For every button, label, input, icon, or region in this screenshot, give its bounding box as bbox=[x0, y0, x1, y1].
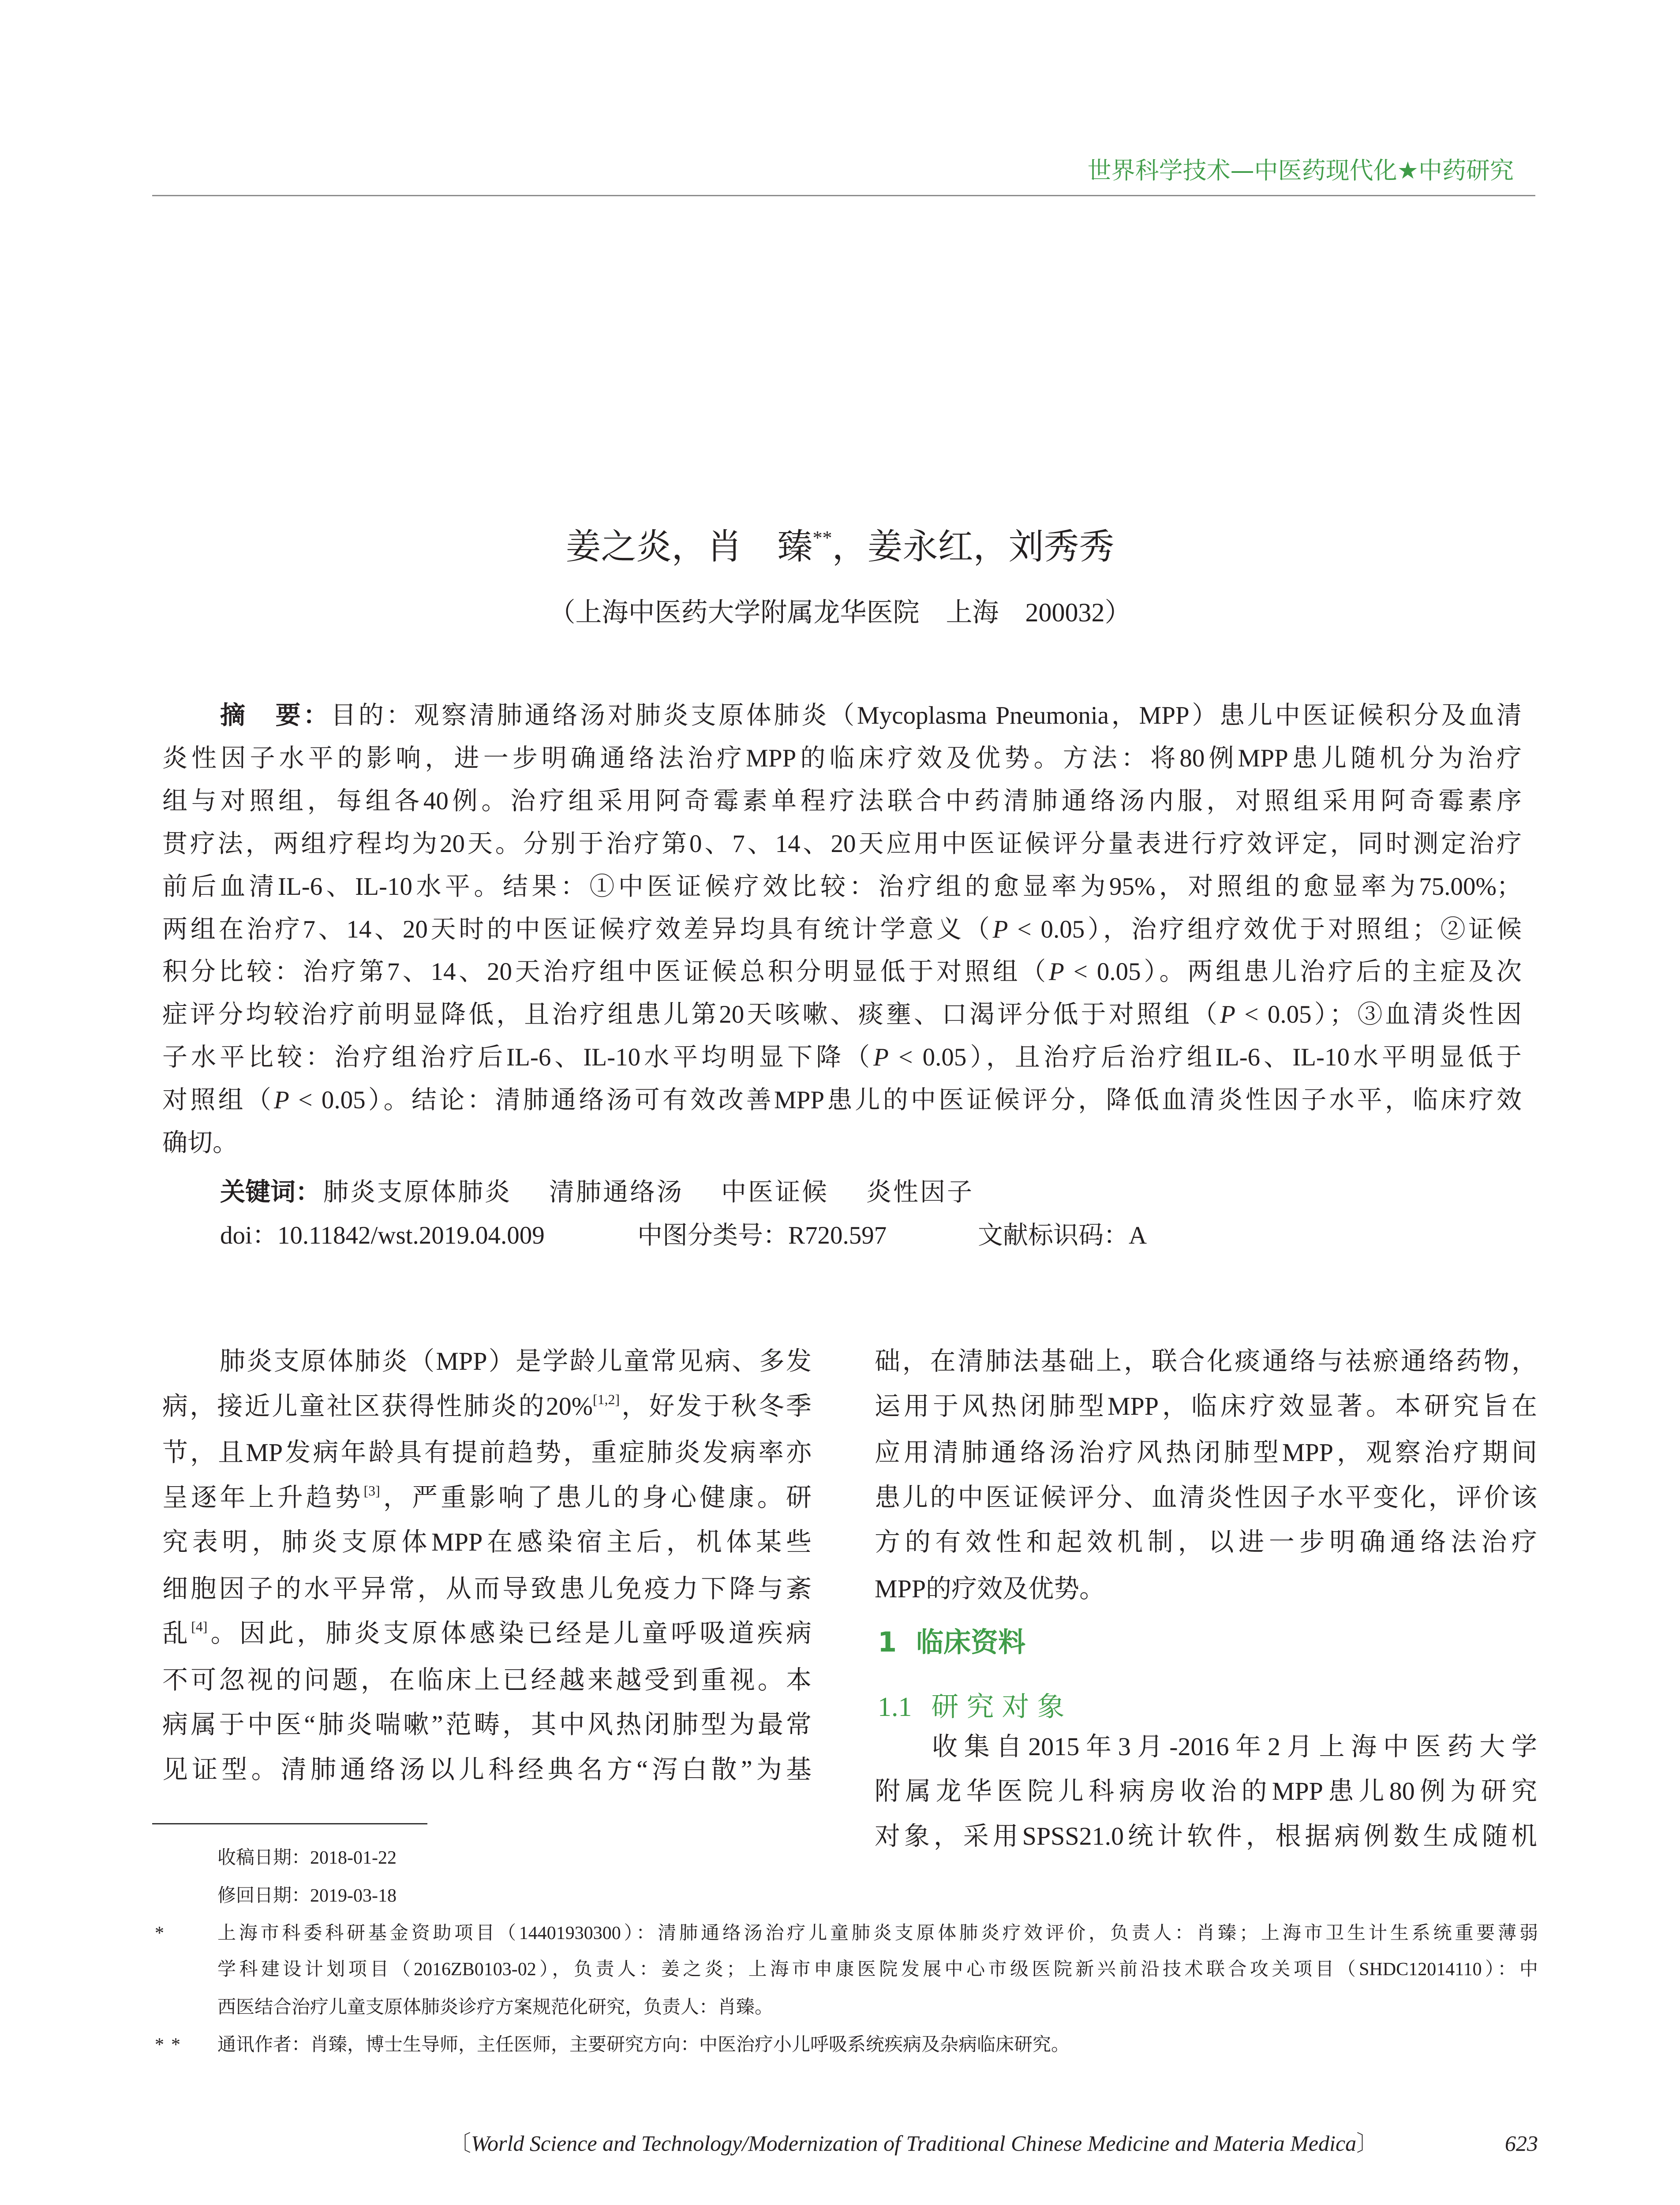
corresponding-author-mark: ** bbox=[812, 527, 832, 549]
keyword: 中医证候 bbox=[721, 1178, 829, 1206]
p-value-symbol: P bbox=[873, 1043, 889, 1071]
abstract-line: 组与对照组，每组各40例。治疗组采用阿奇霉素单程疗法联合中药清肺通络汤内服，对照组采用阿奇霉素序 bbox=[162, 787, 1522, 815]
journal-footer bbox=[449, 2128, 1378, 2159]
page-number: 623 bbox=[1505, 2131, 1538, 2156]
p-value-symbol: P bbox=[992, 916, 1008, 943]
abstract-line: 炎性因子水平的影响，进一步明确通络法治疗MPP的临床疗效及优势。方法：将80例MPP患儿随机分为治疗 bbox=[162, 744, 1522, 772]
body-line: 方的有效性和起效机制，以进一步明确通络法治疗 bbox=[875, 1528, 1537, 1556]
abstract-text: 症评分均较治疗前明显降低，且治疗组患儿第20天咳嗽、痰壅、口渴评分低于对照组（ bbox=[162, 1001, 1220, 1028]
abstract-text: < 0.05）；③血清炎性因 bbox=[1235, 1001, 1522, 1028]
keyword: 炎性因子 bbox=[866, 1178, 974, 1206]
keyword: 清肺通络汤 bbox=[549, 1178, 684, 1206]
body-line: 附属龙华医院儿科病房收治的MPP患儿80例为研究 bbox=[875, 1777, 1537, 1805]
abstract-line bbox=[162, 908, 1522, 951]
affiliation: （上海中医药大学附属龙华医院 上海 200032） bbox=[549, 598, 1131, 627]
subsection-title: 研究对象 bbox=[931, 1692, 1073, 1722]
keywords-label: 关键词： bbox=[220, 1177, 321, 1207]
subsection-heading bbox=[878, 1685, 1073, 1730]
footnote-rule bbox=[152, 1823, 427, 1824]
running-title: 世界科学技术—中医药现代化★中药研究 bbox=[1087, 157, 1514, 184]
body-line: 肺炎支原体肺炎（MPP）是学龄儿童常见病、多发 bbox=[220, 1347, 812, 1375]
section-number: 1 bbox=[878, 1626, 897, 1658]
abstract-line: 确切。 bbox=[162, 1129, 238, 1157]
clc-number: 中图分类号：R720.597 bbox=[637, 1222, 887, 1249]
abstract-line bbox=[220, 694, 1522, 737]
body-line: 病属于中医“肺炎喘嗽”范畴，其中风热闭肺型为最常 bbox=[162, 1710, 812, 1739]
bracket-open: 〔 bbox=[449, 2131, 471, 2156]
keywords bbox=[220, 1171, 974, 1214]
authors-rest: ，姜永红，刘秀秀 bbox=[832, 528, 1115, 567]
body-line: 应用清肺通络汤治疗风热闭肺型MPP，观察治疗期间 bbox=[875, 1438, 1537, 1467]
body-line bbox=[162, 1611, 812, 1660]
body-line bbox=[162, 1475, 812, 1524]
citation: [1,2] bbox=[593, 1392, 620, 1408]
abstract-line bbox=[162, 993, 1522, 1036]
journal-name: World Science and Technology/Modernization of Traditional Chinese Medicine and Materia Medica bbox=[471, 2131, 1357, 2156]
body-line: 对象，采用SPSS21.0统计软件，根据病例数生成随机 bbox=[875, 1822, 1537, 1850]
abstract-text: 积分比较：治疗第7、14、20天治疗组中医证候总积分明显低于对照组（ bbox=[162, 958, 1049, 986]
bracket-close: 〕 bbox=[1356, 2131, 1379, 2156]
abstract-line: 贯疗法，两组疗程均为20天。分别于治疗第0、7、14、20天应用中医证候评分量表进行疗效评定，同时测定治疗 bbox=[162, 830, 1522, 858]
abstract-line bbox=[162, 1079, 1522, 1121]
abstract-label: 摘 要： bbox=[220, 701, 331, 730]
body-line bbox=[162, 1383, 812, 1433]
header-rule bbox=[152, 195, 1535, 196]
body-line: 础，在清肺法基础上，联合化痰通络与祛瘀通络药物， bbox=[875, 1347, 1537, 1375]
body-line: 运用于风热闭肺型MPP，临床疗效显著。本研究旨在 bbox=[875, 1392, 1537, 1420]
citation: [4] bbox=[191, 1619, 208, 1635]
received-date: 收稿日期：2018-01-22 bbox=[217, 1848, 397, 1868]
body-line: MPP的疗效及优势。 bbox=[875, 1574, 1105, 1603]
body-line: 不可忽视的问题，在临床上已经越来越受到重视。本 bbox=[162, 1666, 812, 1694]
abstract-text: < 0.05）。两组患儿治疗后的主症及次 bbox=[1064, 958, 1522, 986]
authors-first: 姜之炎，肖 臻 bbox=[565, 528, 813, 567]
section-title: 临床资料 bbox=[916, 1626, 1026, 1658]
fund-footnote-line: 上海市科委科研基金资助项目（14401930300）：清肺通络汤治疗儿童肺炎支原体肺炎疗效评价，负责人：肖臻；上海市卫生计生系统重要薄弱 bbox=[217, 1923, 1538, 1943]
p-value-symbol: P bbox=[273, 1086, 289, 1114]
revised-date: 修回日期：2019-03-18 bbox=[217, 1886, 397, 1906]
abstract-text: 子水平比较：治疗组治疗后IL-6、IL-10水平均明显下降（ bbox=[162, 1043, 874, 1071]
corresponding-author-note: 通讯作者：肖臻，博士生导师，主任医师，主要研究方向：中医治疗小儿呼吸系统疾病及杂病临床研究。 bbox=[217, 2035, 1070, 2055]
body-line: 收集自2015年3月-2016年2月上海中医药大学 bbox=[932, 1732, 1537, 1761]
abstract-line bbox=[162, 950, 1522, 993]
abstract-text: < 0.05），且治疗后治疗组IL-6、IL-10水平明显低于 bbox=[888, 1043, 1522, 1071]
keyword: 肺炎支原体肺炎 bbox=[323, 1178, 512, 1206]
body-text: 病，接近儿童社区获得性肺炎的20% bbox=[162, 1392, 593, 1420]
abstract-text: 对照组（ bbox=[162, 1086, 274, 1114]
body-text: ，好发于秋冬季 bbox=[620, 1392, 812, 1420]
abstract-text: < 0.05）。结论：清肺通络汤可有效改善MPP患儿的中医证候评分，降低血清炎性因子水平，临床疗效 bbox=[289, 1086, 1522, 1114]
doi: doi：10.11842/wst.2019.04.009 bbox=[220, 1222, 545, 1249]
abstract-line bbox=[162, 1036, 1522, 1079]
fund-footnote-line: 学科建设计划项目（2016ZB0103-02），负责人：姜之炎；上海市申康医院发展中心市级医院新兴前沿技术联合攻关项目（SHDC12014110）：中 bbox=[217, 1959, 1538, 1980]
p-value-symbol: P bbox=[1049, 958, 1064, 986]
abstract-text: 两组在治疗7、14、20天时的中医证候疗效差异均具有统计学意义（ bbox=[162, 916, 993, 943]
fund-footnote-line: 西医结合治疗儿童支原体肺炎诊疗方案规范化研究，负责人：肖臻。 bbox=[217, 1997, 774, 2018]
abstract-line: 前后血清IL-6、IL-10水平。结果：①中医证候疗效比较：治疗组的愈显率为95%，对照组的愈显率为75.00%； bbox=[162, 873, 1522, 901]
subsection-number: 1.1 bbox=[878, 1692, 912, 1722]
fund-footnote-mark: * bbox=[155, 1923, 164, 1943]
body-text: 呈逐年上升趋势 bbox=[162, 1483, 364, 1512]
body-text: 。因此，肺炎支原体感染已经是儿童呼吸道疾病 bbox=[207, 1619, 812, 1648]
body-text: 乱 bbox=[162, 1619, 191, 1648]
body-line: 见证型。清肺通络汤以儿科经典名方“泻白散”为基 bbox=[162, 1755, 812, 1784]
body-line: 患儿的中医证候评分、血清炎性因子水平变化，评价该 bbox=[875, 1483, 1537, 1512]
body-line: 究表明，肺炎支原体MPP在感染宿主后，机体某些 bbox=[162, 1528, 812, 1556]
abstract-text: 目的：观察清肺通络汤对肺炎支原体肺炎（Mycoplasma Pneumonia，MPP）患儿中医证候积分及血清 bbox=[331, 702, 1522, 729]
abstract-text: < 0.05），治疗组疗效优于对照组；②证候 bbox=[1008, 916, 1522, 943]
p-value-symbol: P bbox=[1220, 1001, 1235, 1028]
body-line: 细胞因子的水平异常，从而导致患儿免疫力下降与紊 bbox=[162, 1574, 812, 1603]
citation: [3] bbox=[363, 1483, 380, 1499]
corresponding-footnote-mark: ** bbox=[155, 2035, 187, 2055]
body-line: 节，且MP发病年龄具有提前趋势，重症肺炎发病率亦 bbox=[162, 1438, 812, 1467]
section-heading bbox=[878, 1619, 1025, 1665]
document-code: 文献标识码：A bbox=[978, 1222, 1147, 1249]
author-list bbox=[0, 523, 1680, 577]
body-text: ，严重影响了患儿的身心健康。研 bbox=[380, 1483, 812, 1512]
